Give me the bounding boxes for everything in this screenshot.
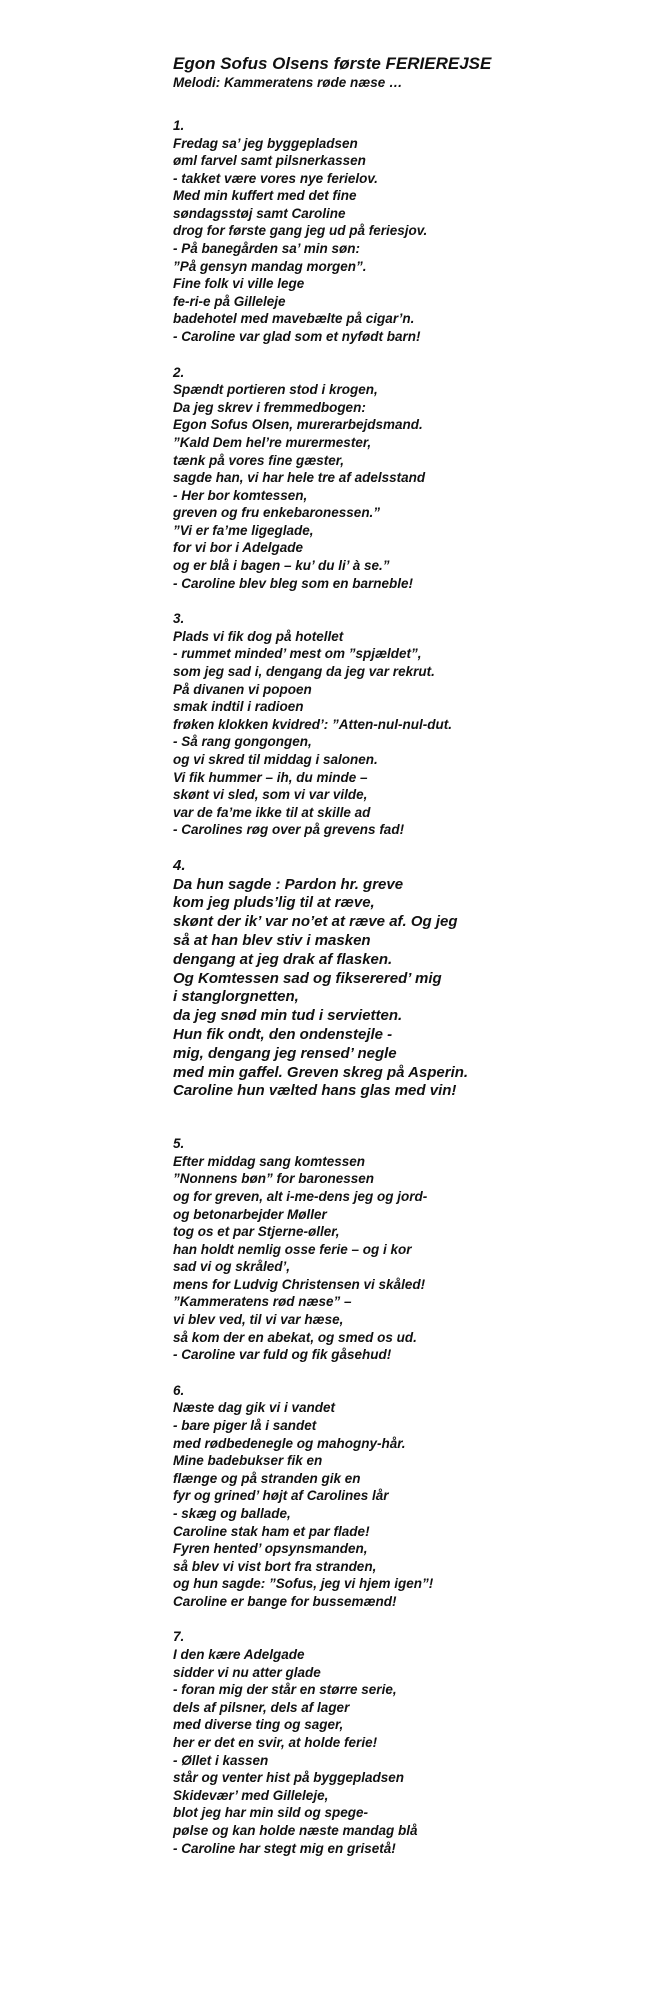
verse-line: han holdt nemlig osse ferie – og i kor [173, 1241, 412, 1257]
verse-line: - takket være vores nye ferielov. [173, 170, 378, 186]
verse-number: 3. [173, 611, 185, 627]
verse-3 [173, 610, 643, 839]
verse-line: ”På gensyn mandag morgen”. [173, 258, 367, 274]
verse-line: Egon Sofus Olsen, murerarbejdsmand. [173, 417, 423, 433]
verse-number: 1. [173, 118, 185, 133]
verse-4 [173, 857, 643, 1101]
verse-line: Caroline stak ham et par flade! [173, 1523, 370, 1539]
verse-line: - Øllet i kassen [173, 1752, 269, 1768]
verse-line: blot jeg har min sild og spege- [173, 1805, 369, 1821]
verse-line: - Her bor komtessen, [173, 487, 308, 503]
verse-line: Fyren hented’ opsynsmanden, [173, 1541, 368, 1557]
verse-line: dengang at jeg drak af flasken. [173, 950, 393, 968]
verse-line: fe-ri-e på Gilleleje [173, 293, 286, 309]
verse-line: På divanen vi popoen [173, 681, 312, 697]
verse-number: 4. [173, 856, 186, 874]
verse-line: sad vi og skråled’, [173, 1259, 291, 1275]
verse-line: Mine badebukser fik en [173, 1453, 323, 1469]
song-text [173, 54, 643, 1875]
verse-line: - Så rang gongongen, [173, 734, 312, 750]
verse-line: og vi skred til middag i salonen. [173, 751, 378, 767]
verse-line: med min gaffel. Greven skreg på Asperin. [173, 1063, 469, 1081]
verse-line: Fredag sa’ jeg byggepladsen [173, 135, 358, 151]
verse-line: drog for første gang jeg ud på feriesjov. [173, 223, 428, 239]
verse-line: og betonarbejder Møller [173, 1206, 327, 1222]
verse-line: - bare piger lå i sandet [173, 1417, 317, 1433]
verse-line: frøken klokken kvidred’: ”Atten-nul-nul-dut. [173, 716, 453, 732]
verse-line: I den kære Adelgade [173, 1646, 305, 1662]
verse-line: så kom der en abekat, og smed os ud. [173, 1329, 417, 1345]
verse-line: og er blå i bagen – ku’ du li’ à se.” [173, 558, 390, 574]
verse-line: sagde han, vi har hele tre af adelsstand [173, 470, 426, 486]
verse-number: 2. [173, 364, 185, 380]
verse-line: vi blev ved, til vi var hæse, [173, 1312, 344, 1328]
song-title: Egon Sofus Olsens første FERIEREJSE [173, 54, 492, 73]
verse-number: 7. [173, 1629, 185, 1645]
melody-line: Melodi: Kammeratens røde næse … [173, 75, 403, 90]
verse-line: badehotel med mavebælte på cigar’n. [173, 311, 415, 327]
verse-line: fyr og grined’ højt af Carolines lår [173, 1488, 389, 1504]
verse-line: ”Vi er fa’me ligeglade, [173, 522, 314, 538]
verse-line: ”Nonnens bøn” for baronessen [173, 1171, 375, 1187]
verse-line: - Caroline blev bleg som en barneble! [173, 575, 414, 591]
verse-line: Spændt portieren stod i krogen, [173, 382, 378, 398]
verse-line: smak indtil i radioen [173, 699, 304, 715]
verse-line: - foran mig der står en større serie, [173, 1682, 397, 1698]
verse-number: 5. [173, 1136, 185, 1152]
verse-line: Vi fik hummer – ih, du minde – [173, 769, 368, 785]
verse-line: Efter middag sang komtessen [173, 1153, 366, 1169]
verse-number: 6. [173, 1382, 185, 1398]
verse-line: tænk på vores fine gæster, [173, 452, 345, 468]
verse-line: Caroline hun vælted hans glas med vin! [173, 1082, 457, 1100]
verse-line: greven og fru enkebaronessen.” [173, 505, 381, 521]
verse-line: Med min kuffert med det fine [173, 188, 357, 204]
verse-line: pølse og kan holde næste mandag blå [173, 1822, 418, 1838]
verse-line: tog os et par Stjerne-øller, [173, 1224, 340, 1240]
verse-2 [173, 364, 643, 593]
verse-line: - Carolines røg over på grevens fad! [173, 822, 405, 838]
verse-line: Næste dag gik vi i vandet [173, 1400, 336, 1416]
verse-line: flænge og på stranden gik en [173, 1470, 361, 1486]
verse-5 [173, 1135, 643, 1364]
verse-line: Da jeg skrev i fremmedbogen: [173, 399, 366, 415]
verse-line: dels af pilsner, dels af lager [173, 1699, 350, 1715]
verse-line: mens for Ludvig Christensen vi skåled! [173, 1276, 426, 1292]
verse-line: da jeg snød min tud i servietten. [173, 1007, 403, 1025]
verse-line: så blev vi vist bort fra stranden, [173, 1558, 377, 1574]
verse-line: som jeg sad i, dengang da jeg var rekrut. [173, 663, 435, 679]
verse-line: sidder vi nu atter glade [173, 1664, 321, 1680]
verse-line: for vi bor i Adelgade [173, 540, 304, 556]
verse-7 [173, 1628, 643, 1857]
verse-line: Hun fik ondt, den ondenstejle - [173, 1026, 393, 1044]
verse-line: i stanglorgnetten, [173, 988, 299, 1006]
verse-6 [173, 1382, 643, 1611]
verse-line: - Caroline var glad som et nyfødt barn! [173, 329, 421, 345]
verse-line: - Caroline har stegt mig en grisetå! [173, 1840, 396, 1856]
verse-line: - skæg og ballade, [173, 1505, 291, 1521]
verse-line: kom jeg pluds’lig til at ræve, [173, 894, 375, 912]
verse-line: skønt vi sled, som vi var vilde, [173, 787, 368, 803]
verse-1 [173, 117, 643, 346]
verse-line: så at han blev stiv i masken [173, 932, 371, 950]
verse-line: skønt der ik’ var no’et at ræve af. Og jeg [173, 913, 458, 931]
verse-line: mig, dengang jeg rensed’ negle [173, 1044, 397, 1062]
verse-line: står og venter hist på byggepladsen [173, 1770, 405, 1786]
verse-line: her er det en svir, at holde ferie! [173, 1734, 378, 1750]
verse-line: - På banegården sa’ min søn: [173, 241, 361, 257]
verse-line: og for greven, alt i-me-dens jeg og jord- [173, 1188, 428, 1204]
verse-line: ”Kald Dem hel’re murermester, [173, 434, 372, 450]
verse-line: øml farvel samt pilsnerkassen [173, 153, 366, 169]
verse-line: Skidevær’ med Gilleleje, [173, 1787, 329, 1803]
verse-line: Plads vi fik dog på hotellet [173, 628, 344, 644]
verse-line: med diverse ting og sager, [173, 1717, 344, 1733]
verse-line: - rummet minded’ mest om ”spjældet”, [173, 646, 422, 662]
verse-line: var de fa’me ikke til at skille ad [173, 804, 371, 820]
verse-line: ”Kammeratens rød næse” – [173, 1294, 352, 1310]
verse-line: - Caroline var fuld og fik gåsehud! [173, 1347, 392, 1363]
verse-line: med rødbedenegle og mahogny-hår. [173, 1435, 406, 1451]
verse-line: Og Komtessen sad og fikserered’ mig [173, 969, 442, 987]
verse-line: og hun sagde: ”Sofus, jeg vi hjem igen”! [173, 1576, 434, 1592]
verse-line: Fine folk vi ville lege [173, 276, 305, 292]
verse-line: Da hun sagde : Pardon hr. greve [173, 875, 404, 893]
verse-line: søndagsstøj samt Caroline [173, 205, 346, 221]
verse-line: Caroline er bange for bussemænd! [173, 1593, 397, 1609]
